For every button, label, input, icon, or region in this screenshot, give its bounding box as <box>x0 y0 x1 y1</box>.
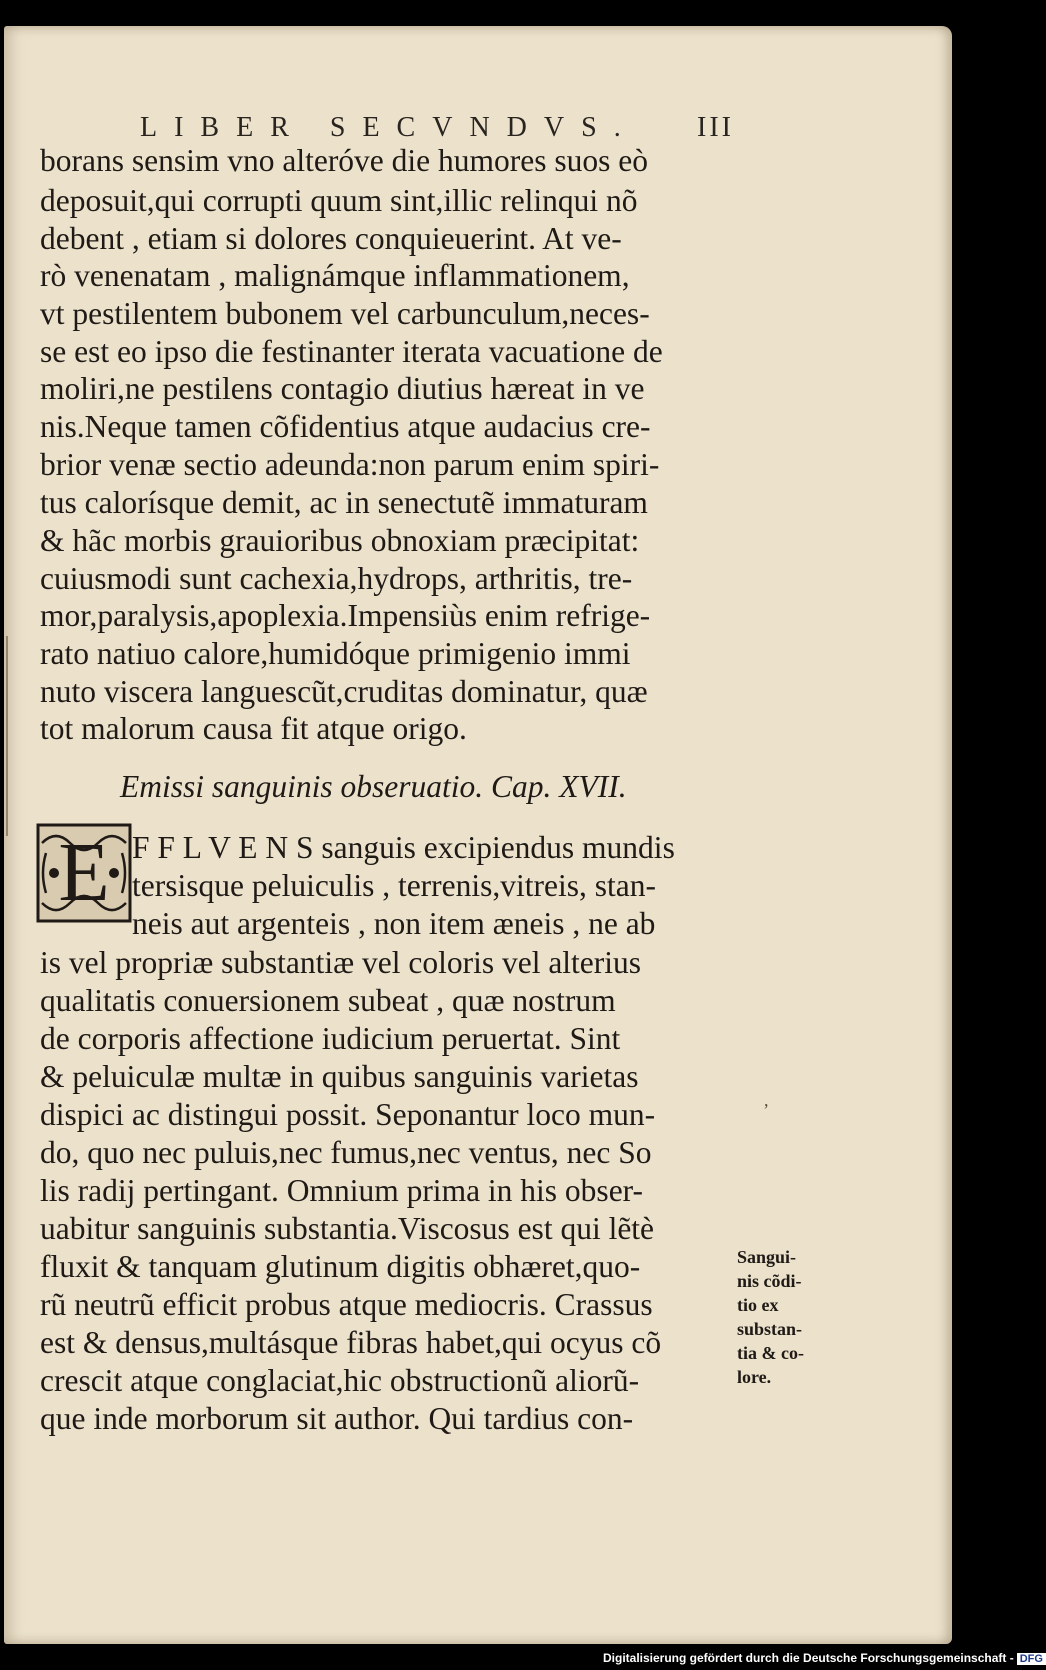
text-line: uabitur sanguinis substantia.Viscosus est qui lẽtè <box>40 1211 655 1246</box>
text-line: is vel propriæ substantiæ vel coloris vel alterius <box>40 945 642 980</box>
text-line: lis radij pertingant. Omnium prima in his obser- <box>40 1173 644 1208</box>
text-line: crescit atque conglaciat,hic obstructionũ aliorũ- <box>40 1363 640 1398</box>
page-number: III <box>697 112 734 143</box>
margin-note-line: tio ex <box>737 1295 779 1315</box>
text-line: vt pestilentem bubonem vel carbunculum,neces- <box>40 296 650 331</box>
text-line: F F L V E N S sanguis excipiendus mundis <box>132 830 675 865</box>
text-line: tersisque peluiculis , terrenis,vitreis, stan- <box>132 868 656 903</box>
text-line: deposuit,qui corrupti quum sint,illic relinqui nõ <box>40 183 638 218</box>
digitization-credit <box>603 1651 1046 1665</box>
text-line: tot malorum causa fit atque origo. <box>40 711 467 746</box>
text-line: rũ neutrũ efficit probus atque mediocris. Crassus <box>40 1287 653 1322</box>
text-line: qualitatis conuersionem subeat , quæ nostrum <box>40 983 616 1018</box>
text-line: se est eo ipso die festinanter iterata vacuatione de <box>40 334 663 369</box>
dfg-logo: DFG <box>1017 1653 1046 1665</box>
decorated-initial <box>36 823 132 923</box>
page-edge-shadow <box>6 636 8 836</box>
margin-note-line: lore. <box>737 1367 772 1387</box>
text-line: mor,paralysis,apoplexia.Impensiùs enim refrige- <box>40 598 651 633</box>
text-line: nuto viscera languescũt,cruditas dominatur, quæ <box>40 674 648 709</box>
text-line: est & densus,multásque fibras habet,qui ocyus cõ <box>40 1325 662 1360</box>
running-head: LIBER SECVNDVS. <box>140 112 638 143</box>
text-line: dispici ac distingui possit. Seponantur loco mun- <box>40 1097 656 1132</box>
text-line: do, quo nec puluis,nec fumus,nec ventus, nec So <box>40 1135 652 1170</box>
margin-note-line: tia & co- <box>737 1343 804 1363</box>
text-line: debent , etiam si dolores conquieuerint. At ve- <box>40 221 622 256</box>
text-line: & peluiculæ multæ in quibus sanguinis varietas <box>40 1059 639 1094</box>
margin-note-line: substan- <box>737 1319 803 1339</box>
text-line: neis aut argenteis , non item æneis , ne ab <box>132 906 656 941</box>
margin-note-line: nis cõdi- <box>737 1271 802 1291</box>
text-line: rò venenatam , malignámque inflammationem, <box>40 258 630 293</box>
text-line: nis.Neque tamen cõfidentius atque audacius cre- <box>40 409 651 444</box>
text-line: de corporis affectione iudicium peruertat. Sint <box>40 1021 621 1056</box>
margin-mark: , <box>764 1090 769 1110</box>
text-line: fluxit & tanquam glutinum digitis obhæret,quo- <box>40 1249 641 1284</box>
text-line: rato natiuo calore,humidóque primigenio immi <box>40 636 631 671</box>
text-line: cuiusmodi sunt cachexia,hydrops, arthritis, tre- <box>40 561 633 596</box>
text-line: que inde morborum sit author. Qui tardius con- <box>40 1401 634 1436</box>
text-line: moliri,ne pestilens contagio diutius hæreat in ve <box>40 371 645 406</box>
text-line: & hãc morbis grauioribus obnoxiam præcipitat: <box>40 523 640 558</box>
text-line: borans sensim vno alteróve die humores suos eò <box>40 143 649 178</box>
chapter-heading: Emissi sanguinis obseruatio. Cap. XVII. <box>120 769 627 804</box>
credit-text: Digitalisierung gefördert durch die Deutsche Forschungsgemeinschaft - <box>603 1651 1014 1665</box>
text-line: brior venæ sectio adeunda:non parum enim spiri- <box>40 447 660 482</box>
dropcap-letter: E <box>58 826 110 919</box>
margin-note-line: Sangui- <box>737 1247 797 1267</box>
text-line: tus calorísque demit, ac in senectutẽ immaturam <box>40 485 648 520</box>
